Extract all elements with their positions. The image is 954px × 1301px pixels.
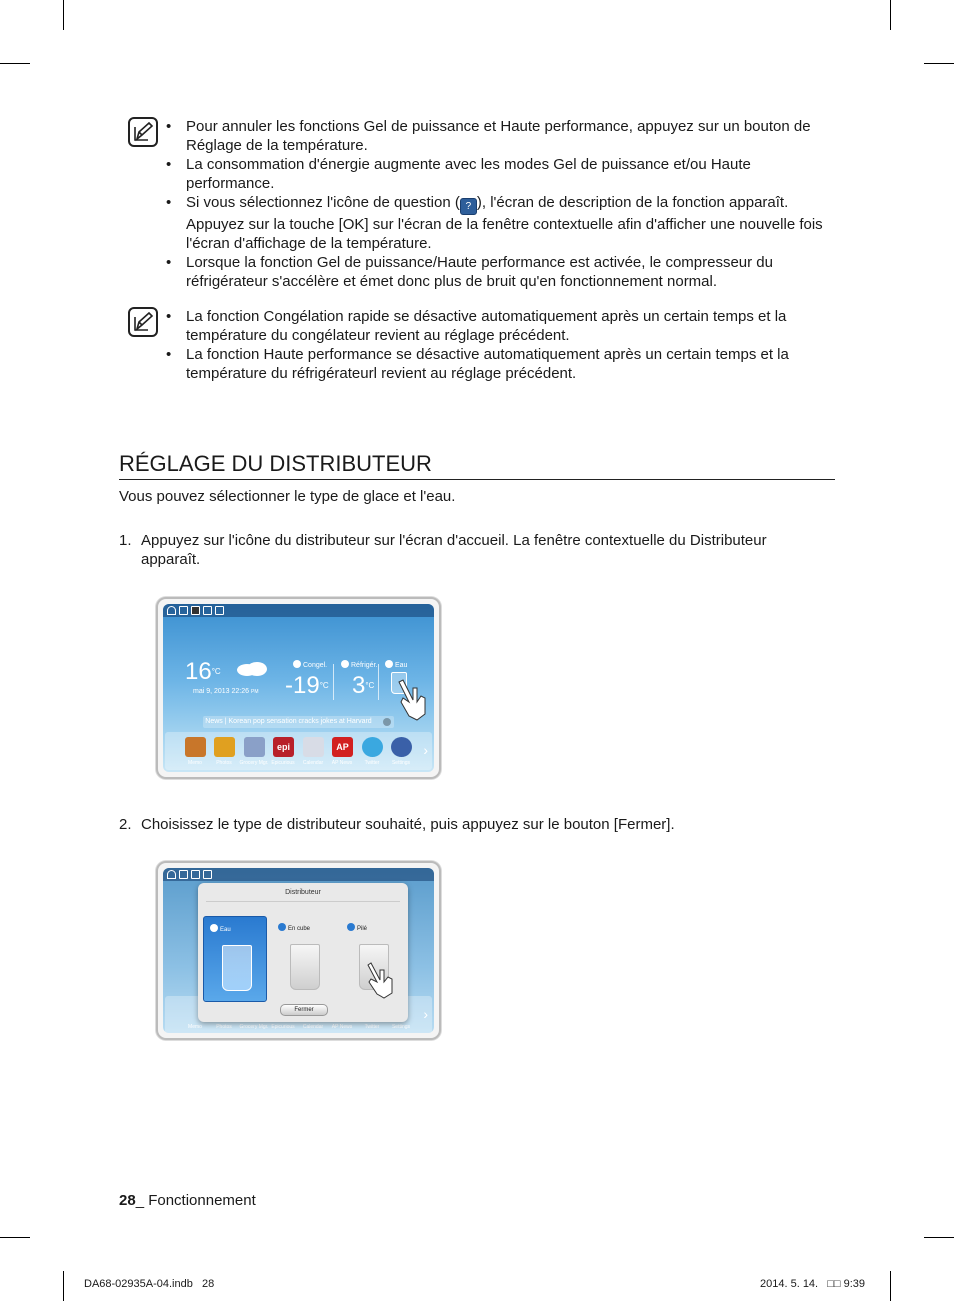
chevron-right-icon[interactable]: › — [423, 1006, 428, 1022]
screen-display — [163, 604, 434, 772]
temp-unit: °C — [365, 681, 375, 690]
dispenser-popup — [198, 883, 408, 1022]
fridge-label-text: Réfrigér. — [351, 662, 378, 669]
step-text: Choisissez le type de distributeur souhaité, puis appuyez sur le bouton [Fermer]. — [141, 816, 675, 833]
water-icon — [210, 924, 218, 932]
app-label: Memo — [188, 760, 202, 766]
step-number: 1. — [119, 532, 132, 549]
app-label: Memo — [188, 1024, 202, 1030]
chevron-right-icon[interactable]: › — [423, 742, 428, 758]
water-label-text: Eau — [395, 662, 408, 669]
crop-mark — [924, 63, 954, 64]
app-label: Grocery Mgr. — [239, 760, 269, 766]
app-label: Epicurious — [271, 1024, 295, 1030]
option-label — [210, 924, 231, 934]
note-block-1 — [128, 117, 838, 291]
date-time — [193, 688, 259, 696]
crop-mark — [0, 1237, 30, 1238]
crushed-ice-icon — [347, 923, 355, 931]
grocery-app-icon[interactable] — [244, 737, 265, 757]
crop-mark — [890, 0, 891, 30]
app-label: Settings — [391, 1024, 411, 1030]
news-bar[interactable] — [203, 716, 394, 728]
divider — [333, 664, 334, 700]
date-text: mai 9, 2013 22:26 — [193, 688, 250, 695]
news-next-icon[interactable] — [383, 718, 391, 726]
page-number: 28 — [119, 1192, 136, 1209]
note-text: Si vous sélectionnez l'icône de question ( — [186, 194, 460, 211]
status-bar — [163, 868, 434, 881]
hand-pointer-icon — [366, 958, 398, 1000]
note-item: • La fonction Haute performance se désactive automatiquement après un certain temps et la température du réfrigérateurl revient au réglage précédent. — [186, 345, 838, 383]
slug-right: 2014. 5. 14. □□ 9:39 — [760, 1278, 866, 1290]
app-label: Twitter — [364, 1024, 380, 1030]
app-dock — [165, 732, 432, 770]
fridge-label — [341, 660, 377, 670]
app-label: Epicurious — [271, 760, 295, 766]
fridge-temp-value: 3 — [352, 672, 366, 699]
settings-gear-icon[interactable] — [391, 737, 412, 757]
temp-unit: °C — [319, 681, 329, 690]
step-1 — [119, 531, 799, 569]
sound-icon — [179, 870, 188, 879]
note-text: ), l'écran de description de la fonction apparaît. Appuyez sur la touche [OK] sur l'écran de la fenêtre contextuelle afin d'afficher une nouvelle fois l'écran d'affichage de la température. — [186, 194, 823, 252]
photos-app-icon[interactable] — [214, 737, 235, 757]
page-label: _ Fonctionnement — [135, 1192, 256, 1209]
memo-app-icon[interactable] — [185, 737, 206, 757]
freezer-label — [293, 660, 327, 670]
slug-left: DA68-02935A-04.indb 28 — [84, 1278, 215, 1290]
option-cube-ice[interactable] — [272, 916, 334, 1000]
crop-mark — [63, 0, 64, 30]
weather-cloud-icon — [235, 660, 269, 678]
note-pencil-icon — [128, 307, 158, 337]
water-glass-icon — [222, 945, 252, 991]
ap-news-app-icon[interactable]: AP — [332, 737, 353, 757]
section-intro: Vous pouvez sélectionner le type de glace et l'eau. — [119, 488, 456, 505]
outside-temperature — [185, 660, 221, 684]
divider — [378, 664, 379, 700]
crop-mark — [924, 1237, 954, 1238]
snowflake-icon — [293, 660, 301, 668]
freezer-temp-value: -19 — [285, 672, 320, 699]
question-icon: ? — [460, 198, 477, 215]
freezer-temperature[interactable] — [285, 674, 329, 698]
freezer-label-text: Congel. — [303, 662, 328, 669]
popup-title: Distributeur — [285, 889, 321, 896]
step-text: Appuyez sur l'icône du distributeur sur l'écran d'accueil. La fenêtre contextuelle du Distributeur apparaît. — [141, 532, 767, 568]
page-footer — [119, 1191, 256, 1210]
water-icon — [385, 660, 393, 668]
option-label — [278, 923, 310, 933]
step-2 — [119, 815, 799, 834]
step-number: 2. — [119, 816, 132, 833]
option-label-text: Eau — [220, 927, 231, 933]
am-pm: PM — [251, 689, 259, 695]
dispenser-screen-illustration — [156, 861, 441, 1040]
app-label: Settings — [391, 760, 411, 766]
home-screen-illustration — [156, 597, 441, 779]
app-label: AP News — [331, 760, 353, 766]
temp-unit: °C — [211, 667, 221, 676]
epicurious-app-icon[interactable]: epi — [273, 737, 294, 757]
water-label — [385, 660, 407, 670]
sound-icon — [179, 606, 188, 615]
close-button[interactable]: Fermer — [280, 1004, 328, 1016]
app-label: Photos — [216, 1024, 232, 1030]
status-icon — [215, 606, 224, 615]
network-icon — [203, 606, 212, 615]
note-item: • Lorsque la fonction Gel de puissance/Haute performance est activée, le compresseur du réfrigérateur s'accélère et émet donc plus de bruit qu'en fonctionnement normal. — [186, 253, 838, 291]
network-icon — [191, 870, 200, 879]
option-label-text: Pilé — [357, 926, 368, 932]
lock-icon — [191, 606, 200, 615]
wifi-icon — [167, 606, 176, 615]
note-pencil-icon — [128, 117, 158, 147]
crop-mark — [0, 63, 30, 64]
status-icon — [203, 870, 212, 879]
wifi-icon — [167, 870, 176, 879]
app-label: Grocery Mgr. — [239, 1024, 269, 1030]
ice-cube-icon — [278, 923, 286, 931]
screen-display — [163, 868, 434, 1033]
calendar-app-icon[interactable] — [303, 737, 324, 757]
app-label: AP News — [331, 1024, 353, 1030]
hand-pointer-icon — [397, 674, 433, 722]
note-item — [186, 193, 838, 253]
app-label: Twitter — [364, 760, 380, 766]
app-label: Photos — [216, 760, 232, 766]
note-item: • Pour annuler les fonctions Gel de puissance et Haute performance, appuyez sur un bouton de Réglage de la température. — [186, 117, 838, 155]
status-bar — [163, 604, 434, 617]
note-item: • La consommation d'énergie augmente avec les modes Gel de puissance et/ou Haute performance. — [186, 155, 838, 193]
cube-ice-glass-icon — [290, 944, 320, 990]
divider — [206, 901, 400, 902]
twitter-app-icon[interactable] — [362, 737, 383, 757]
app-label: Calendar — [302, 760, 324, 766]
section-title: RÉGLAGE DU DISTRIBUTEUR — [119, 450, 835, 480]
option-label — [347, 923, 367, 933]
fridge-temperature[interactable] — [352, 674, 374, 698]
crop-mark — [890, 1271, 891, 1301]
note-block-2 — [128, 307, 838, 383]
outside-temp-value: 16 — [185, 658, 212, 685]
option-label-text: En cube — [288, 926, 311, 932]
crop-mark — [63, 1271, 64, 1301]
fridge-icon — [341, 660, 349, 668]
app-label: Calendar — [302, 1024, 324, 1030]
note-item: • La fonction Congélation rapide se désactive automatiquement après un certain temps et la température du congélateur revient au réglage précédent. — [186, 307, 838, 345]
news-text: News | Korean pop sensation cracks jokes at Harvard — [205, 718, 372, 725]
option-water[interactable] — [203, 916, 267, 1002]
